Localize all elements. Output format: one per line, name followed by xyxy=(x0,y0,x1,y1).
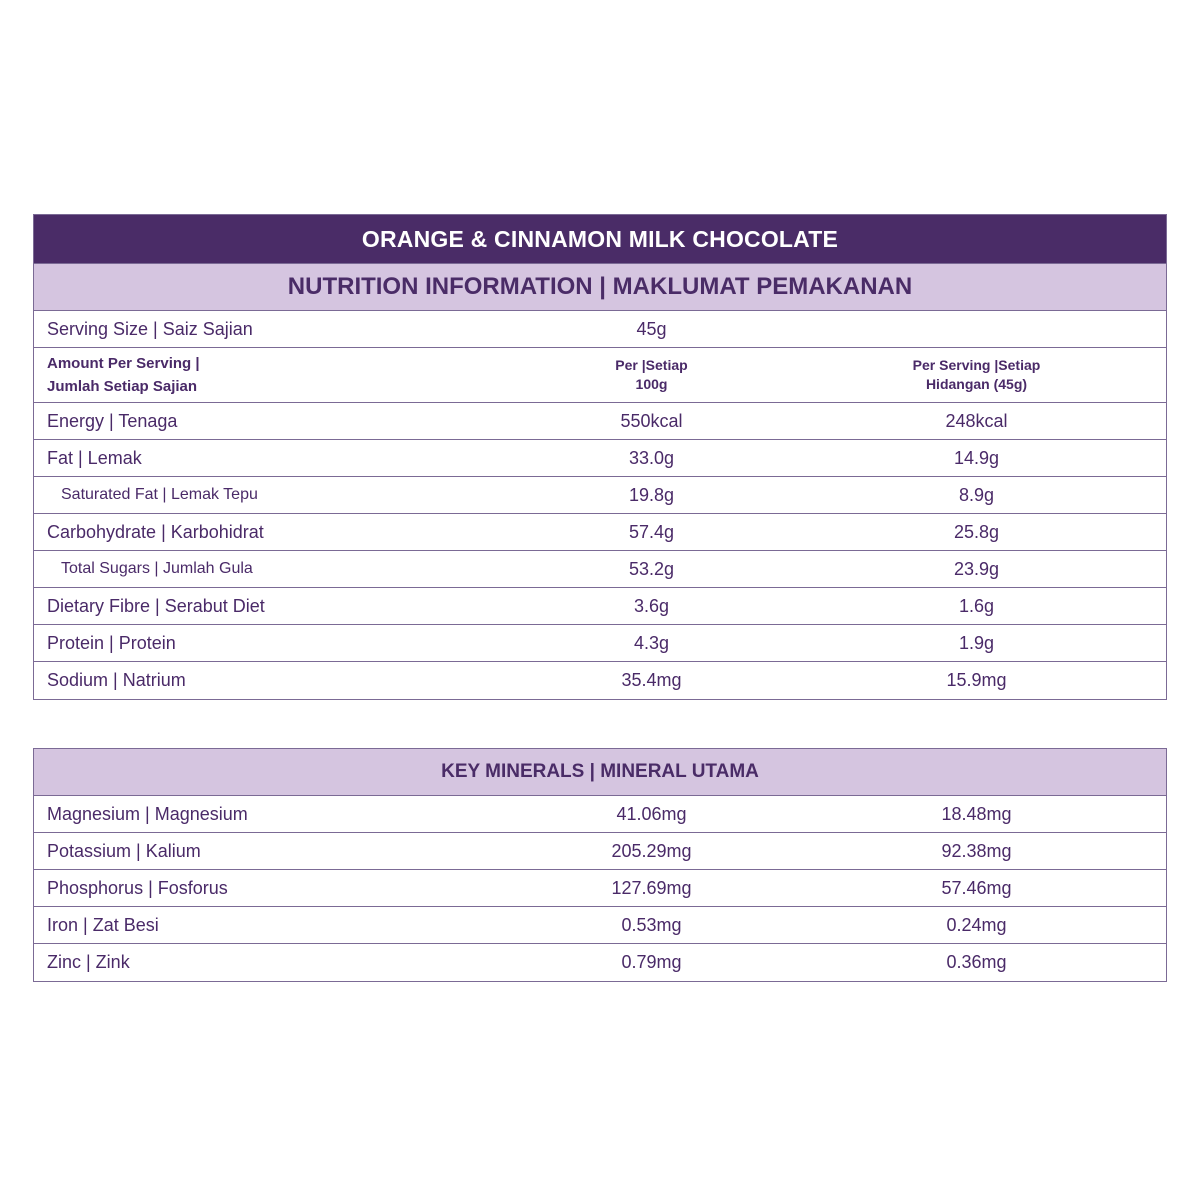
mineral-label: Phosphorus | Fosforus xyxy=(47,877,228,898)
per-serving-value: 23.9g xyxy=(953,558,1000,579)
nutrient-label: Carbohydrate | Karbohidrat xyxy=(47,521,264,542)
table-row-phosphorus xyxy=(34,870,1166,907)
amount-header xyxy=(34,352,514,398)
nutrition-table xyxy=(33,214,1167,700)
per-serving-value: 25.8g xyxy=(953,521,1000,542)
per-100g-value: 53.2g xyxy=(628,558,675,579)
table-row-energy xyxy=(34,403,1166,440)
per-100g-value: 57.4g xyxy=(628,521,675,542)
per-100g-value: 35.4mg xyxy=(621,670,682,690)
per-100g-value: 19.8g xyxy=(628,484,675,505)
serving-size-row xyxy=(34,311,1166,348)
table-row-magnesium xyxy=(34,796,1166,833)
per-serving-value: 248kcal xyxy=(945,410,1008,431)
per-100g-value: 4.3g xyxy=(633,632,670,653)
amount-header-line2: Jumlah Setiap Sajian xyxy=(47,378,198,395)
per-100g-header-line2: 100g xyxy=(635,376,668,392)
table-row-potassium xyxy=(34,833,1166,870)
nutrient-label: Fat | Lemak xyxy=(47,447,142,468)
per-100g-value: 127.69mg xyxy=(611,877,692,898)
per-serving-value: 1.9g xyxy=(958,632,995,653)
table-row-zinc xyxy=(34,944,1166,981)
per-serving-value: 1.6g xyxy=(958,595,995,616)
table-row-fat xyxy=(34,440,1166,477)
per-100g-value: 33.0g xyxy=(628,447,675,468)
per-100g-value: 205.29mg xyxy=(611,840,692,861)
table-row-carbohydrate xyxy=(34,514,1166,551)
per-serving-value: 57.46mg xyxy=(941,877,1012,898)
per-serving-header-line2: Hidangan (45g) xyxy=(925,376,1028,392)
per-serving-value: 0.36mg xyxy=(946,952,1007,972)
table-row-sodium xyxy=(34,662,1166,699)
per-100g-header xyxy=(514,356,789,394)
mineral-label: Magnesium | Magnesium xyxy=(47,803,248,824)
per-serving-header xyxy=(789,356,1164,394)
minerals-heading: KEY MINERALS | MINERAL UTAMA xyxy=(34,749,1166,796)
per-100g-value: 550kcal xyxy=(620,410,683,431)
per-100g-value: 0.53mg xyxy=(621,914,682,935)
minerals-table xyxy=(33,748,1167,982)
nutrient-label: Energy | Tenaga xyxy=(47,410,178,431)
per-serving-value: 8.9g xyxy=(958,484,995,505)
nutrient-label: Saturated Fat | Lemak Tepu xyxy=(61,486,258,503)
mineral-label: Potassium | Kalium xyxy=(47,840,201,861)
table-row-iron xyxy=(34,907,1166,944)
table-row-protein xyxy=(34,625,1166,662)
table-row-total-sugars xyxy=(34,551,1166,588)
nutrition-heading: NUTRITION INFORMATION | MAKLUMAT PEMAKANAN xyxy=(34,263,1166,311)
nutrient-label: Protein | Protein xyxy=(47,632,176,653)
serving-size-label: Serving Size | Saiz Sajian xyxy=(47,318,253,339)
mineral-label: Zinc | Zink xyxy=(47,952,130,972)
table-row-dietary-fibre xyxy=(34,588,1166,625)
per-serving-value: 0.24mg xyxy=(946,914,1007,935)
per-serving-value: 92.38mg xyxy=(941,840,1012,861)
amount-header-line1: Amount Per Serving | xyxy=(47,355,200,372)
nutrient-label: Sodium | Natrium xyxy=(47,670,186,690)
mineral-label: Iron | Zat Besi xyxy=(47,914,159,935)
column-header-row xyxy=(34,348,1166,403)
per-serving-value: 14.9g xyxy=(953,447,1000,468)
product-title: ORANGE & CINNAMON MILK CHOCOLATE xyxy=(34,215,1166,263)
serving-size-value: 45g xyxy=(636,318,667,339)
per-100g-value: 3.6g xyxy=(633,595,670,616)
table-row-saturated-fat xyxy=(34,477,1166,514)
nutrient-label: Total Sugars | Jumlah Gula xyxy=(61,560,253,577)
per-serving-value: 15.9mg xyxy=(946,670,1007,690)
per-serving-header-line1: Per Serving |Setiap xyxy=(912,357,1041,373)
per-100g-header-line1: Per |Setiap xyxy=(615,357,688,373)
per-serving-value: 18.48mg xyxy=(941,803,1012,824)
per-100g-value: 0.79mg xyxy=(621,952,682,972)
nutrient-label: Dietary Fibre | Serabut Diet xyxy=(47,595,265,616)
per-100g-value: 41.06mg xyxy=(616,803,687,824)
